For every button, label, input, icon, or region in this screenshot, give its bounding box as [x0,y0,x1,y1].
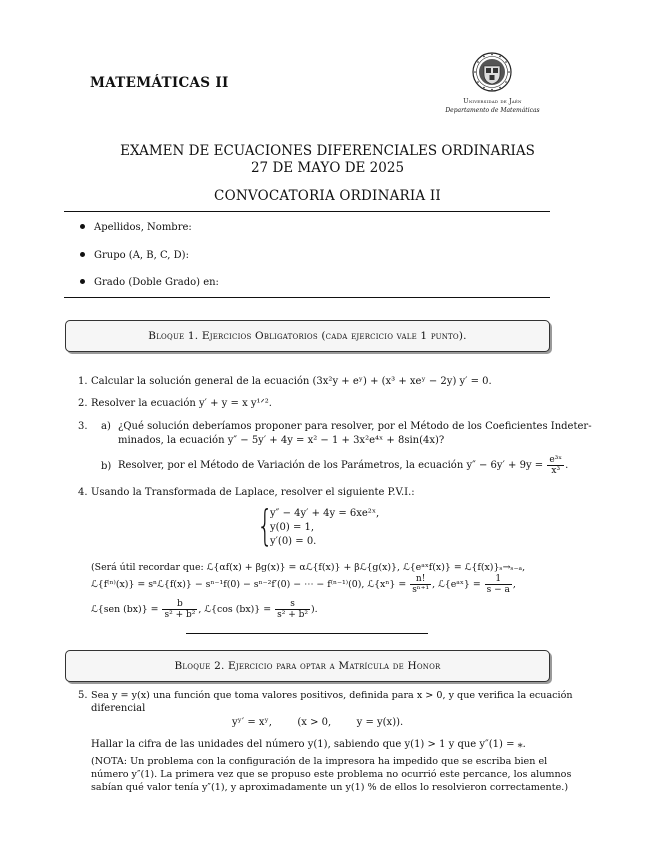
exercise-5-equation: yʸ′ = xʸ, (x > 0, y = y(x)). [232,717,404,728]
fields-divider [64,297,550,298]
block1-header [65,320,550,352]
hint-text: , [512,579,516,590]
laplace-hint-line3 [91,597,318,623]
fraction-denominator: s² + b² [277,610,308,620]
exercise-5-note-line2: número y″(1). La primera vez que se propuso este problema no ocurrió este percance, los alumnos [91,769,572,780]
exercise-5-note-line1: (NOTA: Un problema con la configuración de la impresora ha impedido que se escriba bien el [91,756,548,767]
fraction-numerator: n! [410,574,431,585]
hint-text: ). [310,604,318,615]
exam-session: CONVOCATORIA ORDINARIA II [214,188,441,204]
fraction-numerator: s [275,599,310,610]
course-title: MATEMÁTICAS II [90,75,229,91]
exercise-4-text: Usando la Transformada de Laplace, resolver el siguiente P.V.I.: [91,487,415,498]
exercise-5-note-line3: sabían qué valor tenía y″(1), y aproximadamente un y(1) % de ellos lo resolvieron correctamente.) [91,782,569,793]
field-name-label: Apellidos, Nombre: [94,222,192,233]
system-brace: { [257,501,274,550]
section-divider [186,633,428,634]
exercise-1-text: Calcular la solución general de la ecuación (3x²y + eʸ) + (x³ + xeʸ − 2y) y′ = 0. [91,376,492,387]
exercise-5-line2: diferencial [91,703,146,714]
fraction-numerator: 1 [485,574,512,585]
exercise-3b-fraction [547,455,564,476]
hint-text: , ℒ{eᵃˣ} = [432,579,481,590]
field-group-label: Grupo (A, B, C, D): [94,250,189,261]
exercise-5-number: 5. [78,690,88,701]
department-name: Departamento de Matemáticas [445,107,540,114]
field-name [80,222,192,233]
hint-fraction [485,574,512,595]
exercise-4-number: 4. [78,487,88,498]
university-name: Universidad de Jaén [463,98,522,105]
fraction-numerator: b [162,599,197,610]
exercise-2-number: 2. [78,398,88,409]
fraction-denominator: x³ [551,466,561,476]
ivp-equation: y″ − 4y′ + 4y = 6xe²ˣ, [270,508,380,519]
block1-title: Bloque 1. Ejercicios Obligatorios (cada ejercicio vale 1 punto). [148,330,467,342]
bullet-icon [80,252,85,257]
exercise-3b-label: b) [101,461,112,472]
ivp-condition-2: y′(0) = 0. [270,536,317,547]
exam-title: EXAMEN DE ECUACIONES DIFERENCIALES ORDINARIAS [120,143,535,159]
hint-fraction [162,599,197,620]
fraction-denominator: s − a [486,585,510,595]
ivp-condition-1: y(0) = 1, [270,522,315,533]
exercise-3b [118,453,568,479]
exercise-3b-end: . [565,460,569,471]
exercise-1-number: 1. [78,376,88,387]
block2-header [65,650,550,682]
laplace-hint-line1: (Será útil recordar que: ℒ{αf(x) + βg(x)} = αℒ{f(x)} + βℒ{g(x)}, ℒ{eᵃˣf(x)} = ℒ{f(x)}ₛ→ₛ₋ₐ, [91,562,526,573]
bullet-icon [80,224,85,229]
exercise-5-line1: Sea y = y(x) una función que toma valores positivos, definida para x > 0, y que verifica la ecuación [91,690,573,701]
hint-text: ℒ{f⁽ⁿ⁾(x)} = sⁿℒ{f(x)} − sⁿ⁻¹f(0) − sⁿ⁻²f′(0) − ⋯ − f⁽ⁿ⁻¹⁾(0), ℒ{xⁿ} = [91,579,407,590]
exercise-2-text: Resolver la ecuación y′ + y = x y¹ᐟ². [91,398,272,409]
fraction-denominator: sⁿ⁺¹ [412,585,430,595]
field-degree [80,277,219,288]
field-group [80,250,189,261]
exercise-5-line3: Hallar la cifra de las unidades del número y(1), sabiendo que y(1) > 1 y que y″(1) = ⁎. [91,739,526,750]
exercise-3a-line2: minados, la ecuación y″ − 5y′ + 4y = x² − 1 + 3x²e⁴ˣ + 8sin(4x)? [118,435,445,446]
hint-text: , ℒ{cos (bx)} = [198,604,272,615]
fraction-denominator: s² + b² [164,610,196,620]
exercise-3-number: 3. [78,421,88,432]
fraction-numerator: e³ˣ [549,455,563,465]
bullet-icon [80,279,85,284]
block2-title: Bloque 2. Ejercicio para optar a Matrícula de Honor [174,660,441,672]
top-divider [64,211,550,212]
exercise-3a-line1: ¿Qué solución deberíamos proponer para resolver, por el Método de los Coeficientes Indeter- [118,421,592,432]
exercise-3b-text: Resolver, por el Método de Variación de los Parámetros, la ecuación y″ − 6y′ + 9y = [118,460,544,471]
hint-fraction [410,574,431,595]
university-seal-icon [472,52,512,92]
hint-fraction [275,599,310,620]
hint-text: ℒ{sen (bx)} = [91,604,159,615]
exercise-3a-label: a) [101,421,111,432]
laplace-hint-line2 [91,572,516,598]
exam-date: 27 DE MAYO DE 2025 [250,160,405,176]
field-degree-label: Grado (Doble Grado) en: [94,277,219,288]
